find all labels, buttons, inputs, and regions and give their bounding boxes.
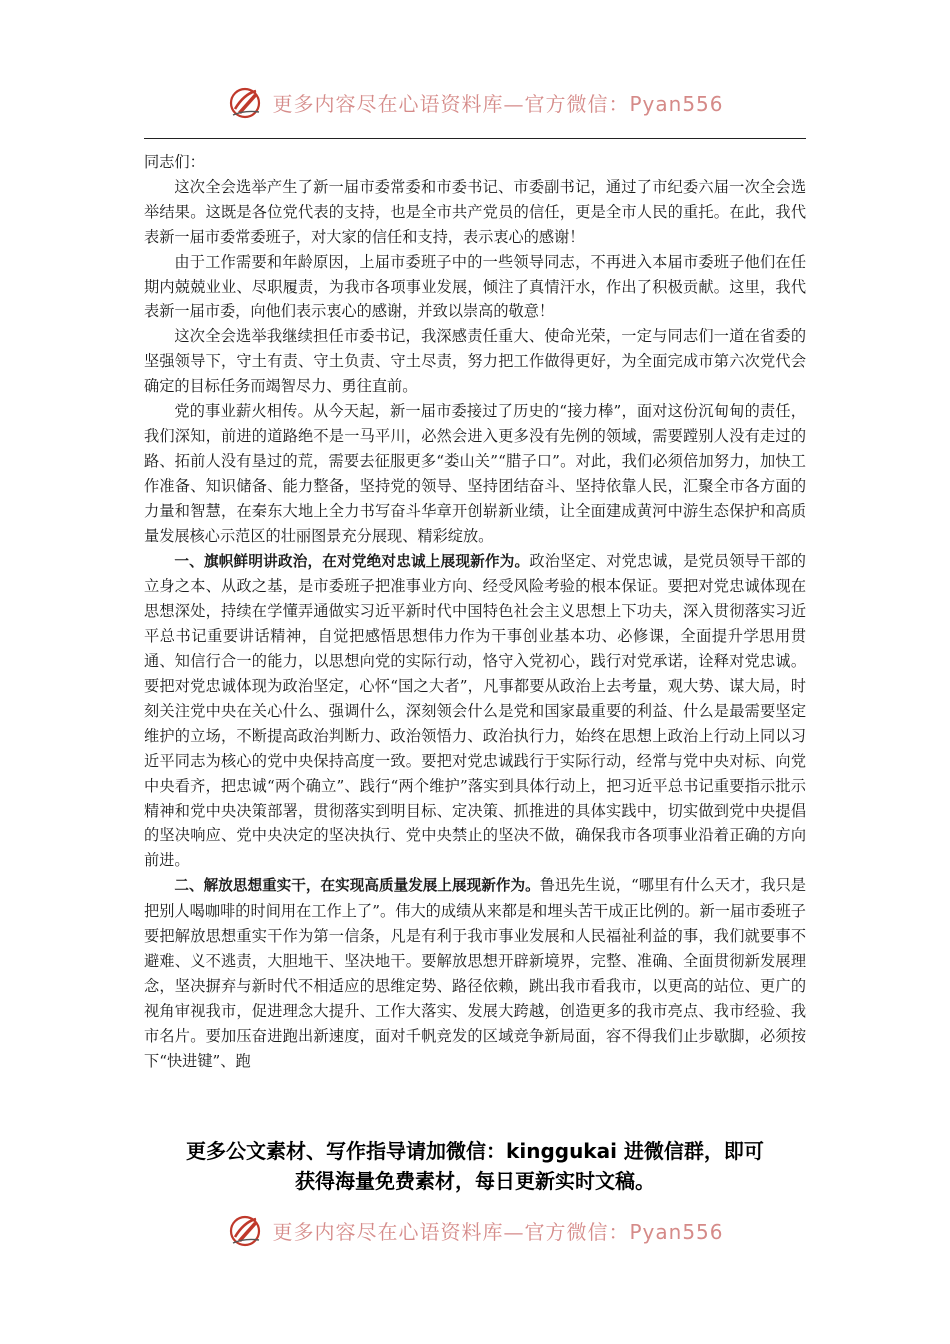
promo-line: 更多公文素材、写作指导请加微信：kinggukai 进微信群，即可 — [186, 1139, 764, 1163]
paragraph: 这次全会选举我继续担任市委书记，我深感责任重大、使命光荣，一定与同志们一道在省委的坚强领导下，守土有责、守土负责、守土尽责，努力把工作做得更好，为全面完成市第六次党代会确定的目标任务而竭智尽力、勇往直前。 — [144, 327, 806, 396]
paragraph: 党的事业薪火相传。从今天起，新一届市委接过了历史的“接力棒”，面对这份沉甸甸的责任，我们深知，前进的道路绝不是一马平川，必然会进入更多没有先例的领域，需要蹚别人没有走过的路、拓前人没有垦过的荒，需要去征服更多“娄山关”“腊子口”。对此，我们必须倍加努力，加快工作准备、知识储备、能力整备，坚持党的领导、坚持团结奋斗、坚持依靠人民，汇聚全市各方面的力量和智慧，在秦东大地上全力书写奋斗华章开创崭新业绩，让全面建成黄河中游生态保护和高质量发展核心示范区的壮丽图景充分展现、精彩绽放。 — [144, 402, 806, 545]
banner-text: 更多内容尽在心语资料库—官方微信：Pyan556 — [272, 91, 724, 116]
section-heading: 二、解放思想重实干，在实现高质量发展上展现新作为。 — [174, 877, 540, 895]
banner-text: 更多内容尽在心语资料库—官方微信：Pyan556 — [272, 1219, 724, 1244]
promo-line: 获得海量免费素材，每日更新实时文稿。 — [295, 1169, 655, 1193]
pen-swirl-icon — [226, 1210, 266, 1250]
paragraph: 一、旗帜鲜明讲政治，在对党绝对忠诚上展现新作为。政治坚定、对党忠诚，是党员领导干部的立身之本、从政之基，是市委班子把准事业方向、经受风险考验的根本保证。要把对党忠诚体现在思想深处，持续在学懂弄通做实习近平新时代中国特色社会主义思想上下功夫，深入贯彻落实习近平总书记重要讲话精神，自觉把感悟思想伟力作为干事创业基本功、必修课，全面提升学思用贯通、知信行合一的能力，以思想向党的实际行动，恪守入党初心，践行对党承诺，诠释对党忠诚。要把对党忠诚体现为政治坚定，心怀“国之大者”，凡事都要从政治上去考量，观大势、谋大局，时刻关注党中央在关心什么、强调什么，深刻领会什么是党和国家最重要的利益、什么是最需要坚定维护的立场，不断提高政治判断力、政治领悟力、政治执行力，始终在思想上政治上行动上同以习近平同志为核心的党中央保持高度一致。要把对党忠诚践行于实际行动，经常与党中央对标、向党中央看齐，把忠诚“两个确立”、践行“两个维护”落实到具体行动上，把习近平总书记重要指示批示精神和党中央决策部署，贯彻落实到明目标、定决策、抓推进的具体实践中，切实做到党中央提倡的坚决响应、党中央决定的坚决执行、党中央禁止的坚决不做，确保我市各项事业沿着正确的方向前进。 — [144, 551, 806, 870]
document-body — [144, 150, 806, 1074]
section-heading: 一、旗帜鲜明讲政治，在对党绝对忠诚上展现新作为。 — [174, 552, 530, 570]
header-divider — [144, 138, 806, 139]
greeting: 同志们： — [144, 153, 205, 171]
paragraph: 这次全会选举产生了新一届市委常委和市委书记、市委副书记，通过了市纪委六届一次全会选举结果。这既是各位党代表的支持，也是全市共产党员的信任，更是全市人民的重托。在此，我代表新一届市委常委班子，对大家的信任和支持，表示衷心的感谢！ — [144, 177, 806, 246]
footer-banner — [0, 1208, 950, 1252]
pen-swirl-icon — [226, 82, 266, 122]
promo-notice — [120, 1136, 830, 1196]
wechat-handle: Pyan556 — [629, 91, 724, 116]
paragraph: 二、解放思想重实干，在实现高质量发展上展现新作为。鲁迅先生说，“哪里有什么天才，我只是把别人喝咖啡的时间用在工作上了”。伟大的成绩从来都是和埋头苦干成正比例的。新一届市委班子要把解放思想重实干作为第一信条，凡是有利于我市事业发展和人民福祉利益的事，我们就要事不避难、义不逃责，大胆地干、坚决地干。要解放思想开辟新境界，完整、准确、全面贯彻新发展理念，坚决摒弃与新时代不相适应的思维定势、路径依赖，跳出我市看我市，以更高的站位、更广的视角审视我市，促进理念大提升、工作大落实、发展大跨越，创造更多的我市亮点、我市经验、我市名片。要加压奋进跑出新速度，面对千帆竞发的区域竞争新局面，容不得我们止步歇脚，必须按下“快进键”、跑 — [144, 876, 806, 1070]
paragraph: 由于工作需要和年龄原因，上届市委班子中的一些领导同志，不再进入本届市委班子他们在任期内兢兢业业、尽职履责，为我市各项事业发展，倾注了真情汗水，作出了积极贡献。这里，我代表新一届市委，向他们表示衷心的感谢，并致以崇高的敬意！ — [144, 252, 806, 321]
header-banner — [0, 80, 950, 124]
wechat-handle: Pyan556 — [629, 1219, 724, 1244]
